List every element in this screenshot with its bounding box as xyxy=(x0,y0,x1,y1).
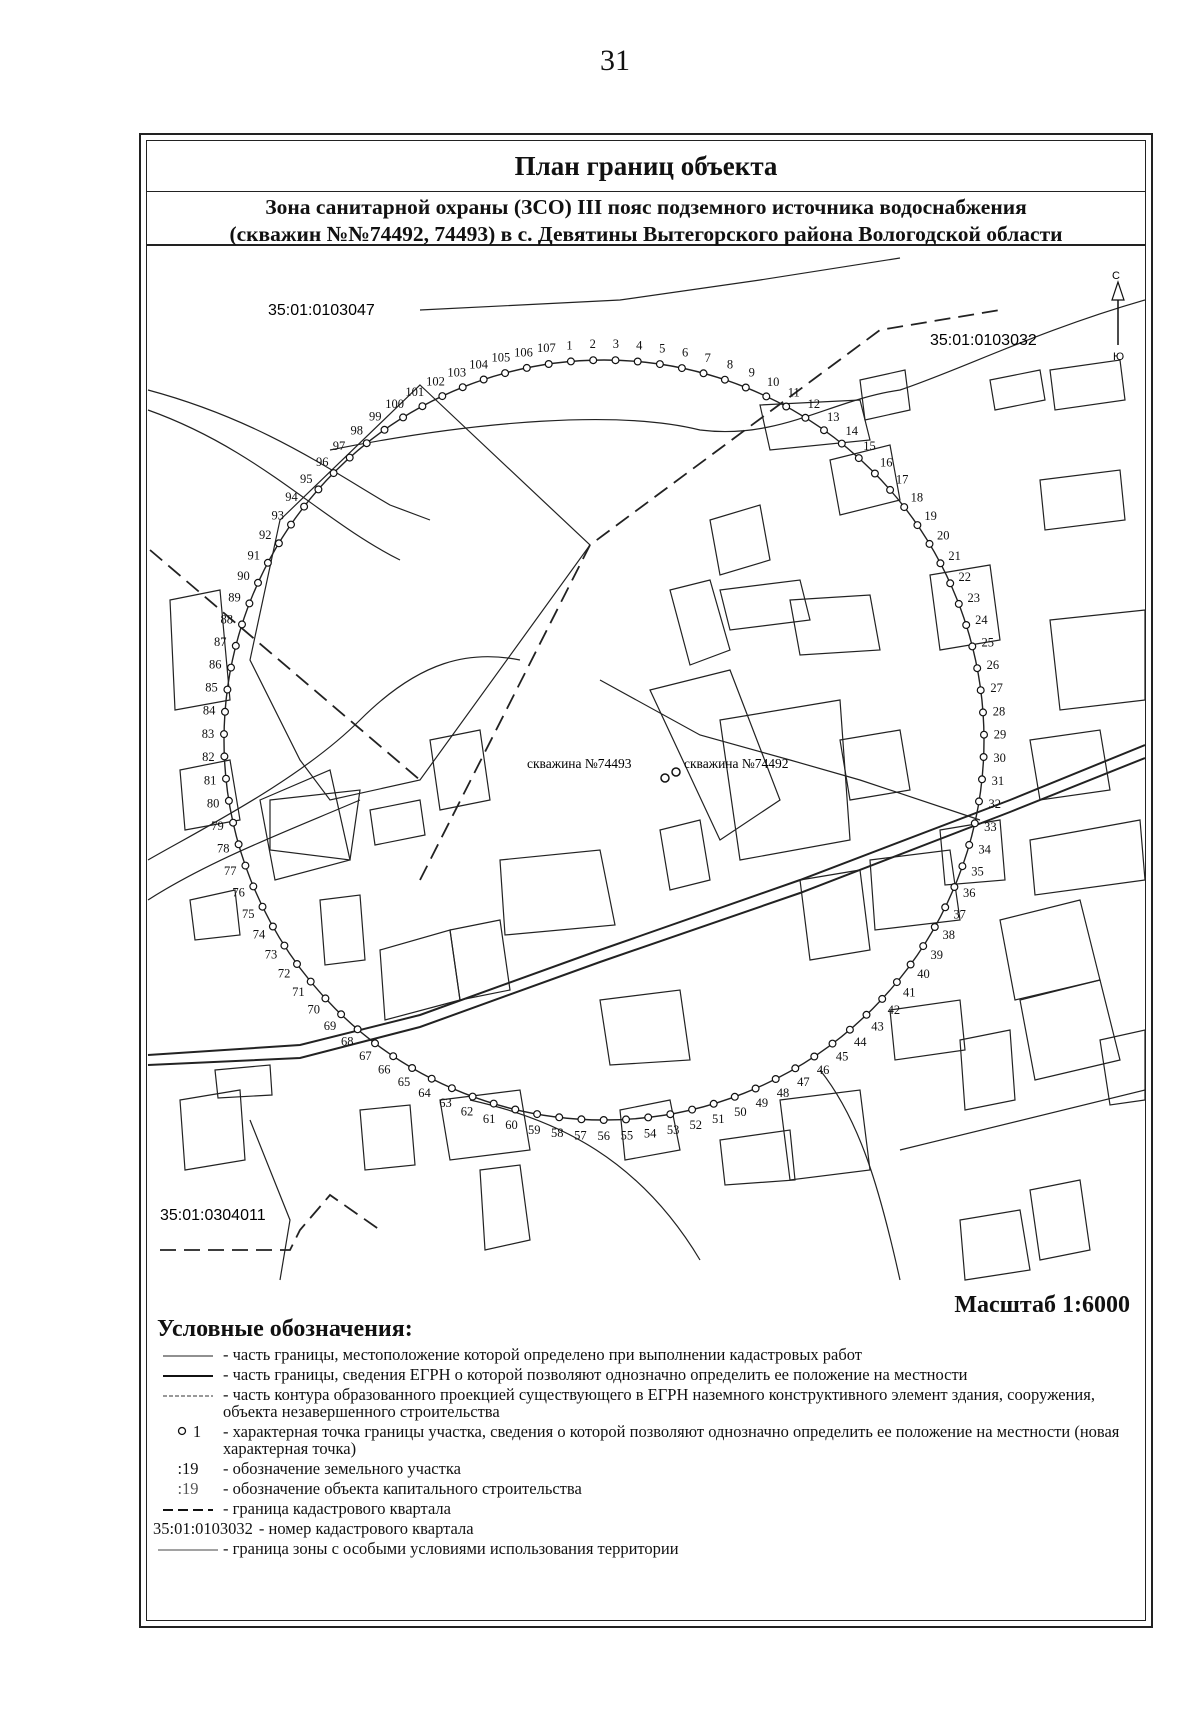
legend-text: - обозначение земельного участка xyxy=(223,1459,461,1478)
boundary-point xyxy=(979,776,986,783)
boundary-point xyxy=(980,709,987,716)
well-74493 xyxy=(661,774,669,782)
boundary-point xyxy=(307,978,314,985)
point-label: 1 xyxy=(566,338,573,353)
point-label: 107 xyxy=(537,341,556,356)
point-label: 38 xyxy=(942,927,955,942)
boundary-point xyxy=(959,863,966,870)
boundary-point xyxy=(294,961,301,968)
point-label: 34 xyxy=(978,842,991,857)
parcel xyxy=(860,370,910,420)
point-label: 103 xyxy=(447,365,467,380)
subtitle-line-1: Зона санитарной охраны (ЗСО) III пояс подземного источника водоснабжения xyxy=(265,195,1027,219)
point-label: 73 xyxy=(264,947,278,962)
legend-text: - номер кадастрового квартала xyxy=(258,1519,474,1538)
point-label: 27 xyxy=(990,681,1003,696)
boundary-point xyxy=(971,820,978,827)
boundary-point xyxy=(855,455,862,462)
parcel xyxy=(1030,1180,1090,1260)
parcel xyxy=(500,850,615,935)
point-label: 59 xyxy=(528,1122,541,1137)
point-label: 64 xyxy=(418,1086,431,1100)
scale-label: Масштаб 1:6000 xyxy=(954,1292,1130,1318)
point-label: 92 xyxy=(258,528,272,542)
boundary-point xyxy=(623,1116,630,1123)
point-label: 93 xyxy=(271,508,285,523)
parcel xyxy=(450,920,510,1000)
point-label: 25 xyxy=(981,635,995,650)
boundary-point xyxy=(966,842,973,849)
point-label: 79 xyxy=(211,819,224,834)
boundary-point xyxy=(763,393,770,400)
boundary-point xyxy=(590,357,597,364)
legend-title: Условные обозначения: xyxy=(157,1316,413,1342)
point-label: 65 xyxy=(397,1074,411,1089)
point-label: 66 xyxy=(378,1062,391,1077)
point-label: 52 xyxy=(689,1118,703,1133)
point-label: 30 xyxy=(993,750,1006,765)
road-edge xyxy=(148,745,1145,1055)
boundary-point xyxy=(863,1011,870,1018)
legend-item xyxy=(153,1460,1138,1477)
boundary-point xyxy=(230,819,237,826)
parcel xyxy=(380,930,460,1020)
subtitle-line-2: (скважин №№74492, 74493) в с. Девятины Вытегорского района Вологодской области xyxy=(229,222,1063,246)
boundary-point xyxy=(722,376,729,383)
point-label: 45 xyxy=(835,1049,849,1064)
point-label: 37 xyxy=(953,907,966,922)
parcel xyxy=(887,1000,965,1060)
boundary-point xyxy=(223,775,230,782)
point-label: 13 xyxy=(826,410,840,425)
point-label: 87 xyxy=(214,634,227,649)
point-label: 104 xyxy=(469,357,488,372)
well-74492 xyxy=(672,768,680,776)
legend-text: - характерная точка границы участка, сведения о которой позволяют однозначно определить ее положение на местности (новая характерная точка) xyxy=(223,1422,1120,1458)
page-number: 31 xyxy=(600,44,630,77)
boundary-point xyxy=(221,753,228,760)
boundary-point xyxy=(926,541,933,548)
boundary-point xyxy=(772,1076,779,1083)
point-label: 91 xyxy=(247,548,260,563)
legend-text: - обозначение объекта капитального строительства xyxy=(223,1479,582,1498)
legend-item xyxy=(153,1346,1138,1363)
boundary-point xyxy=(246,600,253,607)
plan-title: План границ объекта xyxy=(514,151,778,181)
point-label: 80 xyxy=(206,796,220,811)
parcel xyxy=(270,790,360,860)
legend-symbol: 1 xyxy=(192,1422,202,1441)
parcel xyxy=(720,1130,795,1185)
parcel xyxy=(370,800,425,845)
boundary-point xyxy=(428,1075,435,1082)
point-label: 90 xyxy=(237,569,250,584)
point-label: 88 xyxy=(220,612,234,627)
point-label: 40 xyxy=(917,967,930,981)
legend-symbol: :19 xyxy=(177,1479,199,1498)
quarter-boundary xyxy=(420,310,1000,880)
boundary-point xyxy=(742,384,749,391)
boundary-point xyxy=(783,403,790,410)
legend-item xyxy=(153,1520,1138,1537)
boundary-point xyxy=(568,358,575,365)
legend-item xyxy=(153,1540,1138,1557)
well-label: скважина №74492 xyxy=(684,756,789,771)
point-label: 50 xyxy=(734,1104,747,1119)
boundary-point xyxy=(346,454,353,461)
boundary-point xyxy=(281,942,288,949)
point-label: 26 xyxy=(986,658,1000,673)
boundary-point xyxy=(534,1111,541,1118)
point-label: 77 xyxy=(224,863,237,878)
boundary-point xyxy=(700,370,707,377)
point-label: 85 xyxy=(205,680,218,695)
point-label: 3 xyxy=(612,337,620,352)
parcel xyxy=(720,700,850,860)
point-label: 75 xyxy=(241,906,255,921)
point-label: 68 xyxy=(340,1034,354,1049)
boundary-point xyxy=(977,687,984,694)
boundary-point xyxy=(270,923,277,930)
compass-north: С xyxy=(1112,270,1120,282)
boundary-point xyxy=(752,1085,759,1092)
point-label: 76 xyxy=(232,885,245,900)
point-label: 7 xyxy=(704,350,711,365)
boundary-point xyxy=(981,731,988,738)
boundary-point xyxy=(322,995,329,1002)
boundary-point xyxy=(731,1093,738,1100)
boundary-point xyxy=(512,1106,519,1113)
point-label: 94 xyxy=(285,489,298,504)
boundary-point xyxy=(955,601,962,608)
point-label: 60 xyxy=(505,1118,518,1133)
point-label: 82 xyxy=(202,750,215,765)
boundary-point xyxy=(951,884,958,891)
point-label: 42 xyxy=(887,1002,901,1017)
point-label: 95 xyxy=(300,471,313,486)
point-label: 46 xyxy=(816,1062,830,1077)
parcel xyxy=(320,895,365,965)
point-label: 53 xyxy=(666,1122,680,1137)
boundary-point xyxy=(556,1114,563,1121)
boundary-point xyxy=(679,365,686,372)
boundary-point xyxy=(578,1116,585,1123)
parcel xyxy=(360,1105,415,1170)
quarter-boundary xyxy=(150,550,420,780)
boundary-point xyxy=(980,754,987,761)
boundary-point xyxy=(400,414,407,421)
point-label: 17 xyxy=(895,472,909,487)
point-label: 98 xyxy=(350,423,363,438)
boundary-point xyxy=(250,883,257,890)
point-label: 24 xyxy=(975,613,988,628)
parcel xyxy=(430,730,490,810)
point-label: 33 xyxy=(984,819,997,834)
parcel xyxy=(710,505,770,575)
boundary-point xyxy=(338,1011,345,1018)
boundary-point xyxy=(459,384,466,391)
point-label: 99 xyxy=(369,409,382,424)
point-label: 23 xyxy=(967,591,980,606)
point-label: 55 xyxy=(620,1128,634,1143)
point-label: 49 xyxy=(755,1096,769,1111)
boundary-point xyxy=(469,1093,476,1100)
point-label: 57 xyxy=(574,1128,587,1143)
point-label: 44 xyxy=(854,1034,867,1049)
subtitle-box xyxy=(146,192,1146,246)
boundary-point xyxy=(829,1040,836,1047)
boundary-point xyxy=(490,1100,497,1107)
parcel xyxy=(660,820,710,890)
parcel xyxy=(650,670,780,840)
compass-south: Ю xyxy=(1113,351,1125,363)
map-canvas xyxy=(147,247,1145,1285)
boundary-point xyxy=(802,414,809,421)
point-label: 22 xyxy=(958,569,972,584)
boundary-point xyxy=(942,904,949,911)
point-label: 16 xyxy=(880,455,893,470)
boundary-point xyxy=(276,540,283,547)
boundary-point xyxy=(634,358,641,365)
point-label: 86 xyxy=(209,657,222,672)
parcel xyxy=(180,1090,245,1170)
legend-symbol: :19 xyxy=(177,1459,199,1478)
point-label: 14 xyxy=(845,424,859,439)
boundary-point xyxy=(937,560,944,567)
point-label: 18 xyxy=(910,490,924,505)
map-area xyxy=(147,247,1145,1285)
point-label: 69 xyxy=(323,1018,337,1033)
point-label: 9 xyxy=(748,365,755,380)
point-label: 21 xyxy=(948,548,961,563)
point-label: 47 xyxy=(797,1075,810,1090)
parcel xyxy=(1050,610,1145,710)
parcel xyxy=(960,1030,1015,1110)
boundary-point xyxy=(920,943,927,950)
compass-icon xyxy=(1112,270,1124,363)
legend-item xyxy=(153,1500,1138,1517)
point-label: 28 xyxy=(992,704,1006,719)
point-label: 78 xyxy=(216,841,230,856)
boundary-point xyxy=(947,580,954,587)
point-label: 89 xyxy=(228,590,241,605)
boundary-point xyxy=(963,622,970,629)
point-label: 102 xyxy=(426,374,445,389)
legend-text: - граница зоны с особыми условиями использования территории xyxy=(223,1539,679,1558)
point-label: 101 xyxy=(405,385,425,400)
boundary-point xyxy=(228,664,235,671)
parcel xyxy=(250,385,590,800)
boundary-point xyxy=(974,665,981,672)
boundary-point xyxy=(612,357,619,364)
boundary-point xyxy=(502,370,509,377)
point-label: 71 xyxy=(292,984,305,999)
boundary-point xyxy=(265,559,272,566)
boundary-point xyxy=(480,376,487,383)
point-label: 4 xyxy=(636,338,643,353)
line xyxy=(420,258,900,310)
boundary-point xyxy=(363,440,370,447)
boundary-point xyxy=(381,426,388,433)
point-label: 74 xyxy=(252,927,266,942)
boundary-point xyxy=(879,996,886,1003)
point-label: 81 xyxy=(203,773,217,788)
parcel xyxy=(800,870,870,960)
point-label: 62 xyxy=(460,1104,474,1119)
point-label: 96 xyxy=(315,454,329,469)
legend-item xyxy=(153,1480,1138,1497)
point-label: 51 xyxy=(712,1112,725,1127)
point-label: 41 xyxy=(902,985,916,1000)
parcel xyxy=(1000,900,1100,1000)
boundary-point xyxy=(439,393,446,400)
point-label: 43 xyxy=(871,1019,884,1034)
boundary-point xyxy=(419,403,426,410)
point-label: 72 xyxy=(277,966,291,981)
point-label: 15 xyxy=(863,439,876,454)
legend-item xyxy=(153,1386,1138,1420)
point-label: 67 xyxy=(359,1049,372,1063)
point-label: 61 xyxy=(482,1112,496,1126)
boundary-point xyxy=(667,1111,674,1118)
legend-text: - граница кадастрового квартала xyxy=(223,1499,451,1518)
point-label: 39 xyxy=(930,947,943,962)
boundary-point xyxy=(907,961,914,968)
point-label: 8 xyxy=(726,357,734,372)
legend-text: - часть контура образованного проекцией существующего в ЕГРН наземного конструктивного элемент здания, сооружения, объекта незавершенного строительства xyxy=(223,1385,1095,1421)
point-label: 56 xyxy=(597,1129,610,1143)
parcel xyxy=(870,850,960,930)
point-label: 63 xyxy=(439,1095,452,1110)
boundary-point xyxy=(689,1106,696,1113)
point-label: 83 xyxy=(201,726,215,741)
legend-item xyxy=(153,1366,1138,1383)
legend xyxy=(153,1346,1138,1560)
boundary-point xyxy=(710,1100,717,1107)
parcel xyxy=(170,590,230,710)
boundary-point xyxy=(315,486,322,493)
boundary-point xyxy=(449,1085,456,1092)
boundary-point xyxy=(545,361,552,368)
boundary-point xyxy=(221,731,228,738)
boundary-point xyxy=(523,365,530,372)
boundary-point xyxy=(792,1065,799,1072)
legend-item xyxy=(153,1423,1138,1457)
boundary-point xyxy=(645,1114,652,1121)
point-label: 11 xyxy=(787,385,800,400)
title-box xyxy=(146,140,1146,192)
line xyxy=(900,1090,1145,1150)
point-label: 19 xyxy=(924,509,937,523)
point-label: 84 xyxy=(202,703,216,718)
legend-text: - часть границы, местоположение которой определено при выполнении кадастровых работ xyxy=(223,1345,862,1364)
boundary-point xyxy=(222,708,229,715)
boundary-point xyxy=(242,862,249,869)
boundary-point xyxy=(600,1117,607,1124)
parcel xyxy=(990,370,1045,410)
line xyxy=(600,680,980,820)
point-label: 32 xyxy=(988,797,1002,811)
point-label: 2 xyxy=(589,337,596,352)
point-label: 97 xyxy=(332,438,346,453)
boundary-point xyxy=(354,1026,361,1033)
boundary-point xyxy=(288,521,295,528)
boundary-point xyxy=(931,924,938,931)
boundary-point xyxy=(330,470,337,477)
boundary-point xyxy=(301,503,308,510)
boundary-point xyxy=(901,504,908,511)
point-label: 100 xyxy=(385,396,404,411)
point-label: 58 xyxy=(551,1126,564,1141)
point-label: 10 xyxy=(766,374,780,389)
line xyxy=(250,1120,290,1280)
point-label: 31 xyxy=(991,773,1005,788)
point-label: 48 xyxy=(776,1086,790,1101)
boundary-point xyxy=(838,440,845,447)
boundary-point xyxy=(224,686,231,693)
boundary-point xyxy=(372,1040,379,1047)
quarter-number: 35:01:0103047 xyxy=(268,302,375,319)
boundary-point xyxy=(811,1053,818,1060)
boundary-point xyxy=(390,1053,397,1060)
boundary-point xyxy=(232,642,239,649)
point-label: 105 xyxy=(491,350,511,365)
boundary-point xyxy=(887,487,894,494)
boundary-point xyxy=(872,470,879,477)
parcel xyxy=(600,990,690,1065)
boundary-point xyxy=(894,979,901,986)
point-label: 70 xyxy=(307,1002,320,1017)
boundary-point xyxy=(255,579,262,586)
boundary-point xyxy=(914,522,921,529)
boundary-point xyxy=(259,903,266,910)
point-label: 106 xyxy=(514,345,533,360)
parcel xyxy=(1040,470,1125,530)
parcel xyxy=(1100,1030,1145,1105)
parcel xyxy=(480,1165,530,1250)
parcel xyxy=(1030,820,1145,895)
point-label: 6 xyxy=(681,345,689,360)
boundary-point xyxy=(409,1065,416,1072)
boundary-point xyxy=(821,427,828,434)
boundary-point xyxy=(657,361,664,368)
boundary-point xyxy=(969,643,976,650)
legend-text: - часть границы, сведения ЕГРН о которой позволяют однозначно определить ее положение на местности xyxy=(223,1365,968,1384)
quarter-number: 35:01:0304011 xyxy=(160,1207,266,1224)
parcel xyxy=(790,595,880,655)
point-label: 29 xyxy=(993,727,1007,742)
parcel xyxy=(840,730,910,800)
legend-symbol: 35:01:0103032 xyxy=(153,1519,253,1538)
point-label: 36 xyxy=(962,886,976,901)
point-label: 5 xyxy=(659,341,666,356)
boundary-point xyxy=(847,1026,854,1033)
point-label: 20 xyxy=(936,528,950,543)
boundary-point xyxy=(235,841,242,848)
point-label: 54 xyxy=(643,1126,657,1141)
point-label: 35 xyxy=(971,864,984,879)
boundary-point xyxy=(239,621,246,628)
boundary-point xyxy=(976,798,983,805)
quarter-number: 35:01:0103032 xyxy=(930,332,1037,349)
parcel xyxy=(1050,360,1125,410)
boundary-point xyxy=(226,797,233,804)
parcel xyxy=(960,1210,1030,1280)
point-label: 12 xyxy=(807,397,821,412)
parcel xyxy=(720,580,810,630)
well-label: скважина №74493 xyxy=(527,756,632,771)
